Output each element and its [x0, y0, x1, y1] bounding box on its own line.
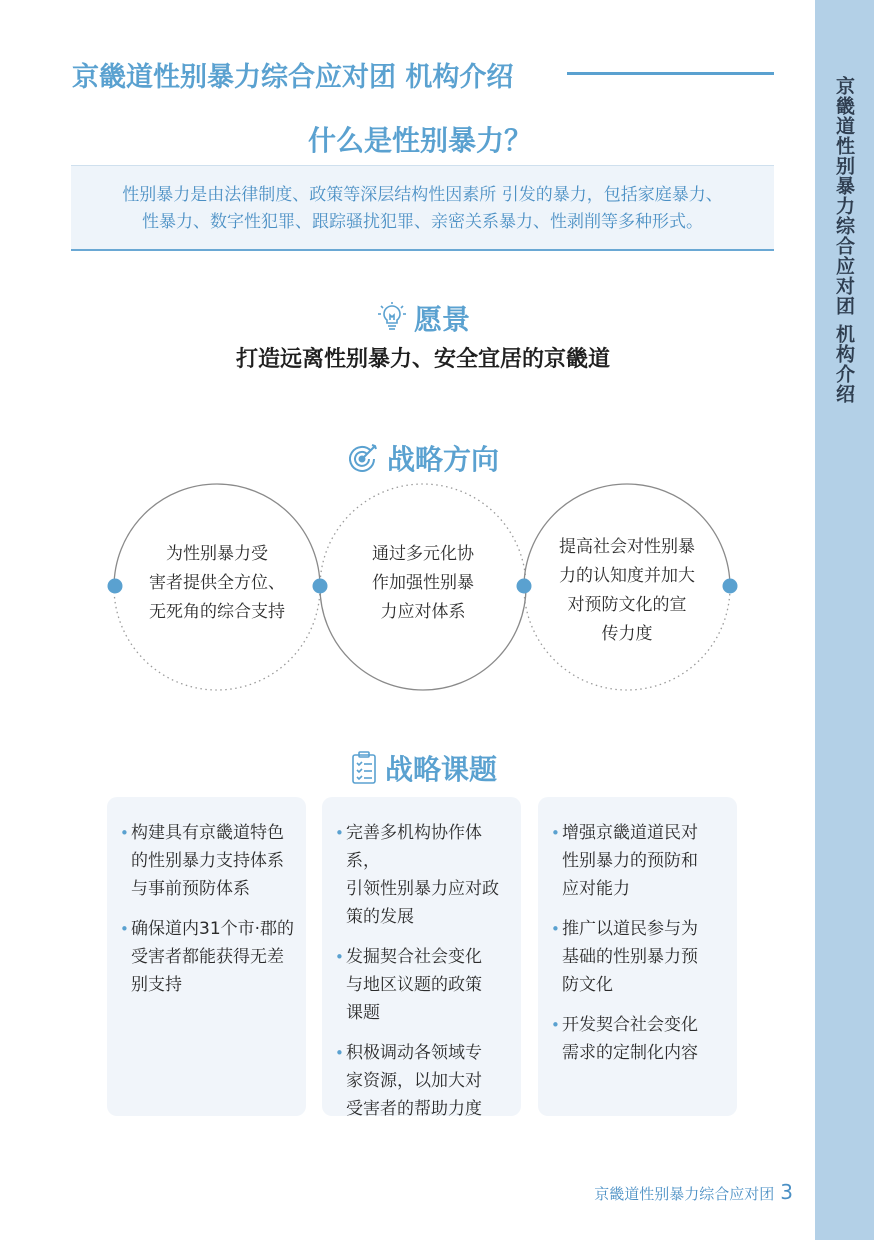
direction-item-2: [343, 540, 503, 627]
task-bullet: • 积极调动各领域专 家资源，以加大对 受害者的帮助力度: [336, 1039, 511, 1123]
footer-org: 京畿道性别暴力综合应对团: [594, 1185, 775, 1203]
task-bullet: • 推广以道民参与为 基础的性别暴力预 防文化: [552, 915, 727, 999]
direction-line: 无死角的综合支持: [149, 602, 285, 622]
side-title: 京畿道性别暴力综合应对团 机构介绍: [833, 76, 855, 404]
task-card-1: [107, 797, 306, 1116]
vision-heading: [0, 298, 846, 341]
direction-item-3: [547, 533, 707, 649]
direction-item-1: [137, 540, 297, 627]
direction-line: 害者提供全方位、: [149, 573, 285, 593]
checklist-icon: [349, 751, 379, 792]
direction-line: 对预防文化的宣: [567, 595, 687, 615]
task-bullet: • 确保道内31个市·郡的 受害者都能获得无差 别支持: [121, 915, 296, 999]
page-number: 3: [780, 1180, 793, 1204]
vision-text: 打造远离性别暴力、安全宜居的京畿道: [235, 347, 610, 372]
connector-dot: [313, 579, 328, 594]
page-header-title: 京畿道性别暴力综合应对团 机构介绍: [72, 62, 514, 93]
lightbulb-icon: [376, 302, 408, 341]
direction-title: 战略方向: [386, 443, 499, 476]
task-bullet: • 开发契合社会变化 需求的定制化内容: [552, 1011, 727, 1067]
direction-line: 通过多元化协: [372, 544, 474, 564]
direction-line: 力的认知度并加大: [559, 566, 695, 586]
definition-line: 性别暴力是由法律制度、政策等深层结构性因素所 引发的暴力，包括家庭暴力、: [122, 185, 723, 205]
direction-line: 力应对体系: [380, 602, 466, 622]
connector-dot: [723, 579, 738, 594]
direction-line: 提高社会对性别暴: [559, 537, 695, 557]
definition-title: 什么是性别暴力？: [307, 124, 532, 157]
tasks-title: 战略课题: [384, 753, 497, 786]
direction-line: 作加强性别暴: [372, 573, 474, 593]
task-bullet: • 完善多机构协作体系， 引领性别暴力应对政 策的发展: [336, 819, 511, 931]
definition-line: 性暴力、数字性犯罪、跟踪骚扰犯罪、亲密关系暴力、性剥削等多种形式。: [142, 212, 703, 232]
task-bullet: • 发掘契合社会变化 与地区议题的政策 课题: [336, 943, 511, 1027]
tasks-heading: [0, 748, 846, 792]
direction-line: 传力度: [601, 624, 653, 644]
connector-dot: [517, 579, 532, 594]
task-card-3: [538, 797, 737, 1116]
connector-dot: [108, 579, 123, 594]
task-card-2: [322, 797, 521, 1119]
definition-box: [71, 165, 774, 251]
page-footer: [594, 1180, 793, 1204]
task-bullet: • 构建具有京畿道特色 的性别暴力支持体系 与事前预防体系: [121, 819, 296, 903]
header-rule: [567, 72, 774, 75]
direction-line: 为性别暴力受: [166, 544, 268, 564]
task-bullet: • 增强京畿道道民对 性别暴力的预防和 应对能力: [552, 819, 727, 903]
vision-title: 愿景: [413, 303, 470, 336]
